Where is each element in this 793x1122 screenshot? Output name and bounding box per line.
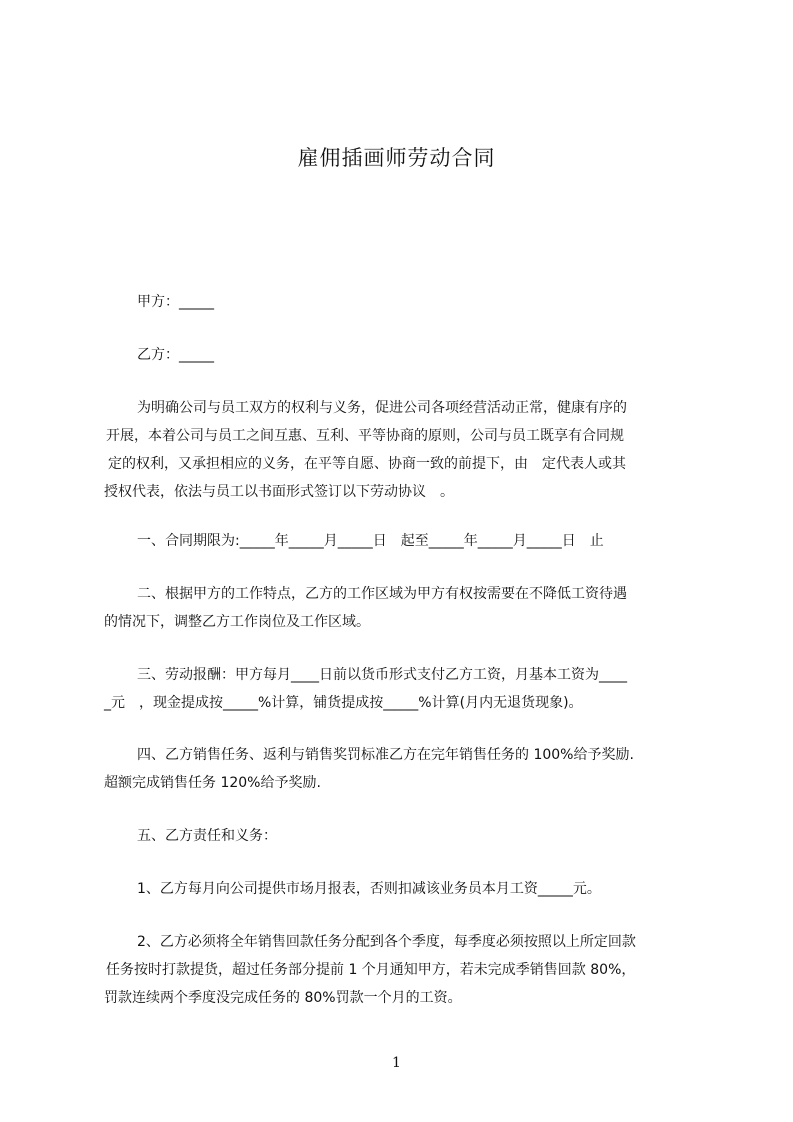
clause-1-term: 一、合同期限为:_____年_____月_____日 起至_____年_____月_____日 止 xyxy=(137,533,604,549)
preamble-line: 授权代表，依法与员工以书面形式签订以下劳动协议 。 xyxy=(104,484,454,500)
clause-line: 罚款连续两个季度没完成任务的 80%罚款一个月的工资。 xyxy=(104,990,462,1006)
clause-line: 四、乙方销售任务、返利与销售奖罚标准乙方在完年销售任务的 100%给予奖励. xyxy=(137,747,634,763)
party-b-line: 乙方：_____ xyxy=(137,347,214,363)
preamble-line: 为明确公司与员工双方的权利与义务，促进公司各项经营活动正常，健康有序的 xyxy=(137,400,627,416)
clause-line: 2、乙方必须将全年销售回款任务分配到各个季度，每季度必须按照以上所定回款 xyxy=(137,934,636,950)
clause-line: 任务按时打款提货，超过任务部分提前 1 个月通知甲方，若未完成季销售回款 80%， xyxy=(106,962,636,978)
preamble-line: 开展，本着公司与员工之间互惠、互利、平等协商的原则，公司与员工既享有合同规 xyxy=(106,428,624,444)
clause-line: 超额完成销售任务 120%给予奖励. xyxy=(104,775,321,791)
party-a-line: 甲方：_____ xyxy=(137,294,214,310)
clause-line: 二、根据甲方的工作特点，乙方的工作区域为甲方有权按需要在不降低工资待遇 xyxy=(137,586,627,602)
clause-5-item-1: 1、乙方每月向公司提供市场月报表，否则扣减该业务员本月工资_____元。 xyxy=(137,881,601,897)
document-title: 雇佣插画师劳动合同 xyxy=(297,146,496,170)
preamble-line: 定的权利，又承担相应的义务，在平等自愿、协商一致的前提下，由 定代表人或其 xyxy=(108,456,626,472)
clause-line: 三、劳动报酬：甲方每月____日前以货币形式支付乙方工资，月基本工资为____ xyxy=(137,667,627,683)
clause-line: 的情况下，调整乙方工作岗位及工作区域。 xyxy=(104,614,370,630)
page-number: 1 xyxy=(392,1055,401,1071)
clause-5-heading: 五、乙方责任和义务： xyxy=(137,828,277,844)
clause-line: _元 ，现金提成按_____%计算，铺货提成按_____%计算(月内无退货现象)。 xyxy=(104,695,583,711)
